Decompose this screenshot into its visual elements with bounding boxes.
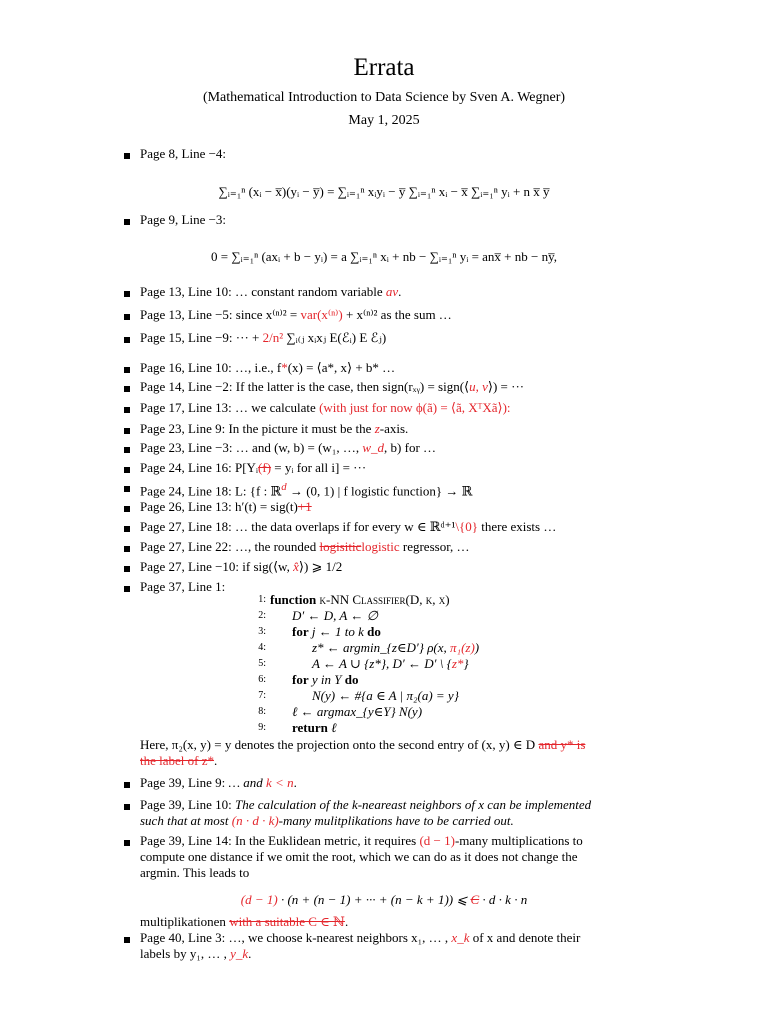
formula-text: · (n + (n − 1) + ··· + (n − k + 1)) ⩽ — [277, 892, 471, 907]
erratum-ref: Page 14, Line −2: — [140, 379, 233, 394]
erratum-ref: Page 13, Line 10: — [140, 284, 232, 299]
erratum-ref: Page 40, Line 3: — [140, 930, 226, 945]
erratum-ref: Page 23, Line −3: — [140, 440, 233, 455]
line-number: 8: — [258, 706, 266, 717]
algo-text — [312, 656, 469, 672]
erratum-tail: → (0, 1) | f logistic function} → ℝ — [286, 483, 473, 499]
bullet-icon — [124, 486, 130, 492]
erratum-formula: ∑ᵢ₌₁ⁿ (xᵢ − x̅)(yᵢ − y̅) = ∑ᵢ₌₁ⁿ xᵢyᵢ − y̅ ∑ᵢ₌₁ⁿ xᵢ − x̅ ∑ᵢ₌₁ⁿ yᵢ + n x̅ y̅ — [218, 184, 550, 199]
erratum-correction: k < n — [266, 775, 294, 790]
bullet-icon — [124, 337, 130, 343]
erratum-ref: Page 26, Line 13: — [140, 499, 232, 514]
erratum-tail: . — [344, 914, 349, 929]
algo-text — [292, 672, 358, 688]
algo-correction: π₁(z) — [450, 640, 475, 655]
erratum-correction: y_k — [230, 946, 249, 961]
bullet-icon — [124, 367, 130, 373]
erratum-ref: Page 27, Line 18: — [140, 519, 232, 534]
erratum-line — [140, 539, 680, 555]
bullet-icon — [124, 467, 130, 473]
erratum-correction: (with just for now ϕ(ã) = ⟨ã, XᵀXã⟩): — [319, 400, 511, 415]
keyword: for — [292, 672, 309, 687]
algo-correction: z* — [451, 656, 464, 671]
line-number: 6: — [258, 674, 266, 685]
erratum-correction: logistic — [361, 539, 400, 554]
bullet-icon — [124, 386, 130, 392]
erratum-text: since x⁽ⁿ⁾² = — [235, 307, 301, 322]
erratum-tail: (x) = ⟨a*, x⟩ + b* … — [287, 360, 396, 375]
erratum-text: … and (w, b) = (w₁, …, — [235, 440, 363, 455]
algo-code: ℓ ← argmax_{y∈Y} N(y) — [292, 704, 423, 719]
erratum-tail: regressor, … — [399, 539, 470, 554]
formula-correction: (d − 1) — [240, 892, 278, 907]
erratum-text: such that at most — [140, 813, 232, 828]
erratum-ref: Page 23, Line 9: — [140, 421, 226, 436]
erratum-text: . — [248, 946, 252, 961]
erratum-formula — [0, 892, 768, 908]
erratum-ref: Page 39, Line 10: — [140, 797, 232, 812]
note-tail: . — [214, 753, 218, 768]
erratum-struck: +1 — [297, 499, 312, 514]
bullet-icon — [124, 314, 130, 320]
erratum-tail: ∑ᵢ₍ⱼ xᵢxⱼ E(ℰᵢ) E ℰⱼ) — [283, 330, 387, 345]
erratum-line — [140, 421, 680, 437]
erratum-line — [140, 479, 680, 499]
erratum-correction: var(x⁽ⁿ⁾) — [300, 307, 343, 322]
formula-struck: C — [470, 892, 480, 907]
erratum-correction: z — [374, 421, 380, 436]
bullet-icon — [124, 804, 130, 810]
erratum-line — [140, 797, 680, 813]
erratum-correction: u, v — [469, 379, 488, 394]
erratum-correction: x̂ — [293, 559, 299, 574]
bullet-icon — [124, 291, 130, 297]
algo-text — [312, 640, 479, 656]
note-text: Here, π₂(x, y) = y denotes the projection onto the second entry of (x, y) ∈ D — [140, 737, 539, 752]
erratum-line — [140, 914, 680, 930]
keyword: for — [292, 624, 309, 639]
erratum-text: if sig(⟨w, — [242, 559, 294, 574]
algo-code: y in Y — [308, 672, 345, 687]
erratum-text: In the picture it must be the — [228, 421, 375, 436]
erratum-correction: (n · d · k) — [231, 813, 279, 828]
bullet-icon — [124, 840, 130, 846]
line-number: 5: — [258, 658, 266, 669]
erratum-tail: -axis. — [379, 421, 409, 436]
bullet-icon — [124, 546, 130, 552]
erratum-text: The calculation of the k-neareast neighbors of x can be implemented — [234, 797, 592, 812]
algo-note-cont — [140, 753, 680, 769]
erratum-tail: , b) for … — [384, 440, 437, 455]
keyword: return — [292, 720, 328, 735]
erratum-correction: (d − 1) — [419, 833, 455, 848]
keyword: function — [270, 592, 317, 607]
erratum-text: … and — [228, 775, 267, 790]
erratum-correction: w_d — [362, 440, 385, 455]
erratum-text: If the latter is the case, then sign(rₓᵧ) = sign(⟨ — [235, 379, 470, 394]
erratum-struck: logisitic — [319, 539, 362, 554]
erratum-line — [140, 307, 680, 323]
erratum-tail: ⟩) = ··· — [487, 379, 525, 394]
erratum-text: P[Yᵢ — [234, 460, 259, 475]
erratum-text: … we calculate — [234, 400, 320, 415]
keyword: do — [367, 624, 381, 639]
erratum-line-cont: compute one distance if we omit the root, which we can do as it does not change the — [140, 849, 578, 864]
erratum-ref: Page 39, Line 14: — [140, 833, 232, 848]
erratum-text: … constant random variable — [234, 284, 386, 299]
erratum-text: …, i.e., f — [234, 360, 282, 375]
erratum-line — [140, 930, 680, 946]
erratum-ref: Page 27, Line −10: — [140, 559, 240, 574]
erratum-line — [140, 440, 680, 456]
page-title: Errata — [353, 54, 415, 81]
erratum-text: In the Euklidean metric, it requires — [234, 833, 420, 848]
bullet-icon — [124, 586, 130, 592]
erratum-line — [140, 360, 680, 376]
erratum-text: labels by y₁, … , — [140, 946, 231, 961]
algo-text — [292, 624, 381, 640]
formula-tail: · d · k · n — [479, 892, 528, 907]
erratum-tail: . — [398, 284, 402, 299]
line-number: 9: — [258, 722, 266, 733]
erratum-ref: Page 13, Line −5: — [140, 307, 233, 322]
erratum-ref: Page 15, Line −9: — [140, 330, 233, 345]
bullet-icon — [124, 937, 130, 943]
bullet-icon — [124, 526, 130, 532]
algo-text — [292, 720, 337, 736]
erratum-correction: \{0} — [455, 519, 478, 534]
erratum-line-cont — [140, 813, 680, 829]
erratum-formula: 0 = ∑ᵢ₌₁ⁿ (axᵢ + b − yᵢ) = a ∑ᵢ₌₁ⁿ xᵢ + nb − ∑ᵢ₌₁ⁿ yᵢ = anx̅ + nb − ny̅, — [210, 249, 557, 264]
algo-code: A ← A ∪ {z*}, D′ ← D′ \ { — [312, 656, 452, 671]
erratum-line — [140, 519, 680, 535]
line-number: 3: — [258, 626, 266, 637]
erratum-tail: = yᵢ for all i] = ··· — [271, 460, 367, 475]
bullet-icon — [124, 407, 130, 413]
erratum-line — [140, 833, 680, 849]
algo-code: j ← 1 to k — [308, 624, 368, 639]
keyword: do — [344, 672, 359, 687]
erratum-ref: Page 24, Line 18: — [140, 483, 232, 499]
algo-code: k-NN Classifier(D, k, x) — [316, 592, 450, 607]
bullet-icon — [124, 219, 130, 225]
algo-note — [140, 737, 680, 753]
erratum-line-cont: argmin. This leads to — [140, 865, 250, 880]
algo-text — [270, 592, 450, 608]
erratum-tail: there exists … — [477, 519, 557, 534]
erratum-ref: Page 8, Line −4: — [140, 146, 227, 161]
page-subtitle: (Mathematical Introduction to Data Science by Sven A. Wegner) — [202, 90, 566, 105]
erratum-ref: Page 27, Line 22: — [140, 539, 232, 554]
erratum-text: -many multiplications to — [454, 833, 583, 848]
erratum-struck: with a suitable C ∈ ℕ — [229, 914, 345, 929]
erratum-text: …, we choose k-nearest neighbors x₁, … , — [228, 930, 452, 945]
erratum-correction: d — [281, 481, 287, 493]
note-struck: and y* is — [538, 737, 586, 752]
erratum-tail: ⟩) ⩾ 1/2 — [298, 559, 343, 574]
erratum-tail: . — [293, 775, 297, 790]
erratum-correction: 2/n² — [262, 330, 284, 345]
erratum-text: ··· + — [235, 330, 263, 345]
algo-tail: ) — [474, 640, 480, 655]
erratum-ref: Page 39, Line 9: — [140, 775, 226, 790]
line-number: 1: — [258, 594, 266, 605]
erratum-text: …, the rounded — [234, 539, 320, 554]
bullet-icon — [124, 447, 130, 453]
bullet-icon — [124, 566, 130, 572]
erratum-ref: Page 17, Line 13: — [140, 400, 232, 415]
line-number: 2: — [258, 610, 266, 621]
algo-code: D′ ← D, A ← ∅ — [292, 608, 378, 623]
erratum-struck: (f) — [258, 460, 272, 475]
bullet-icon — [124, 428, 130, 434]
erratum-line — [140, 499, 680, 515]
erratum-ref: Page 9, Line −3: — [140, 212, 227, 227]
erratum-text: multiplikationen — [140, 914, 230, 929]
erratum-text: -many mulitplikations have to be carried out. — [278, 813, 514, 828]
line-number: 7: — [258, 690, 266, 701]
erratum-ref: Page 37, Line 1: — [140, 579, 226, 594]
erratum-text: h′(t) = sig(t) — [234, 499, 298, 514]
erratum-text: L: {f : ℝ — [234, 483, 282, 499]
erratum-line — [140, 460, 680, 476]
algo-code: ℓ — [327, 720, 337, 735]
erratum-correction: * — [281, 360, 288, 375]
erratum-line — [140, 775, 680, 791]
algo-tail: } — [463, 656, 469, 671]
note-struck: the label of z* — [140, 753, 214, 768]
erratum-line — [140, 559, 680, 575]
bullet-icon — [124, 506, 130, 512]
erratum-correction: x_k — [451, 930, 470, 945]
erratum-ref: Page 16, Line 10: — [140, 360, 232, 375]
algo-code: N(y) ← #{a ∈ A | π₂(a) = y} — [312, 688, 459, 703]
erratum-line — [140, 330, 680, 346]
erratum-line — [140, 400, 680, 416]
erratum-text: … the data overlaps if for every w ∈ ℝᵈ⁺¹ — [234, 519, 456, 534]
bullet-icon — [124, 153, 130, 159]
algo-code: z* ← argmin_{z∈D′} ρ(x, — [312, 640, 451, 655]
erratum-text: of x and denote their — [469, 930, 581, 945]
erratum-line — [140, 379, 680, 395]
line-number: 4: — [258, 642, 266, 653]
erratum-line — [140, 284, 680, 300]
erratum-correction: av — [385, 284, 399, 299]
erratum-tail: + x⁽ⁿ⁾² as the sum … — [342, 307, 452, 322]
bullet-icon — [124, 782, 130, 788]
erratum-ref: Page 24, Line 16: — [140, 460, 232, 475]
erratum-line-cont — [140, 946, 680, 962]
page-date: May 1, 2025 — [348, 113, 420, 128]
